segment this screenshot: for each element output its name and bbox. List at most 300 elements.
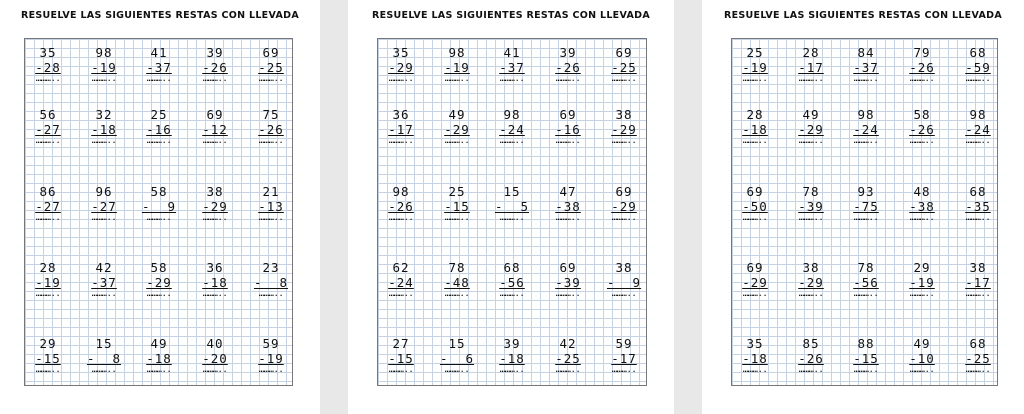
grid-area (731, 38, 998, 386)
answer-line[interactable]: ……….. (202, 213, 228, 223)
subtrahend: -19 (91, 60, 117, 75)
answer-line[interactable]: ……….. (35, 136, 61, 146)
minuend: 78 (448, 260, 466, 275)
subtrahend: -25 (258, 60, 284, 75)
answer-line[interactable]: ……….. (611, 213, 637, 223)
subtraction-problem (381, 45, 421, 83)
minuend: 69 (206, 107, 224, 122)
grid-area (377, 38, 647, 386)
answer-line[interactable]: ……….. (965, 74, 991, 84)
subtrahend: -17 (611, 351, 637, 366)
subtraction-problem (251, 336, 291, 374)
subtrahend: -20 (202, 351, 228, 366)
answer-line[interactable]: ……….. (146, 136, 172, 146)
minuend: 35 (392, 45, 410, 60)
subtraction-problem (195, 107, 235, 145)
subtrahend: -15 (388, 351, 414, 366)
subtraction-problem (958, 260, 998, 298)
answer-line[interactable]: ……….. (798, 289, 824, 299)
subtrahend: -29 (444, 122, 470, 137)
subtraction-problem (902, 336, 942, 374)
subtraction-problem (791, 260, 831, 298)
answer-line[interactable]: ……….. (555, 74, 581, 84)
answer-line[interactable]: ……….. (444, 74, 470, 84)
answer-line[interactable]: ……….. (853, 213, 879, 223)
subtrahend: -37 (499, 60, 525, 75)
minuend: 15 (448, 336, 466, 351)
answer-line[interactable]: ……….. (965, 289, 991, 299)
minuend: 15 (95, 336, 113, 351)
minuend: 27 (392, 336, 410, 351)
subtraction-problem (958, 107, 998, 145)
subtraction-problem (604, 184, 644, 222)
answer-line[interactable]: ……….. (853, 136, 879, 146)
subtraction-problem (735, 184, 775, 222)
answer-line[interactable]: ……….. (611, 365, 637, 375)
subtrahend: -38 (555, 199, 581, 214)
grid-area (24, 38, 293, 386)
answer-line[interactable]: ……….. (35, 289, 61, 299)
subtraction-problem (437, 107, 477, 145)
answer-line[interactable]: ……….. (798, 136, 824, 146)
answer-line[interactable]: ……….. (909, 136, 935, 146)
subtraction-problem (28, 260, 68, 298)
subtrahend: -16 (146, 122, 172, 137)
subtraction-problem (195, 184, 235, 222)
minuend: 35 (746, 336, 764, 351)
subtraction-problem (84, 45, 124, 83)
minuend: 49 (150, 336, 168, 351)
minuend: 69 (262, 45, 280, 60)
subtraction-problem (492, 184, 532, 222)
subtrahend: -26 (258, 122, 284, 137)
worksheet-title: RESUELVE LAS SIGUIENTES RESTAS CON LLEVADA (21, 10, 299, 21)
subtrahend: -59 (965, 60, 991, 75)
answer-line[interactable]: ……….. (555, 213, 581, 223)
subtraction-problem (437, 45, 477, 83)
subtrahend: -37 (91, 275, 117, 290)
subtrahend: -19 (258, 351, 284, 366)
subtrahend: -27 (35, 199, 61, 214)
subtrahend: -37 (146, 60, 172, 75)
minuend: 49 (913, 336, 931, 351)
subtraction-problem (139, 184, 179, 222)
subtrahend: -50 (742, 199, 768, 214)
subtraction-problem (902, 45, 942, 83)
subtrahend: -24 (965, 122, 991, 137)
minuend: 85 (802, 336, 820, 351)
minuend: 98 (95, 45, 113, 60)
minuend: 69 (615, 45, 633, 60)
answer-line[interactable]: ……….. (35, 365, 61, 375)
subtraction-problem (846, 260, 886, 298)
minuend: 25 (448, 184, 466, 199)
minuend: 78 (857, 260, 875, 275)
subtrahend: - 8 (253, 275, 289, 290)
worksheet-page-2 (348, 0, 674, 414)
subtrahend: -18 (146, 351, 172, 366)
subtraction-problem (735, 45, 775, 83)
minuend: 68 (969, 45, 987, 60)
answer-line[interactable]: ……….. (742, 213, 768, 223)
subtrahend: -24 (499, 122, 525, 137)
minuend: 47 (559, 184, 577, 199)
answer-line[interactable]: ……….. (555, 365, 581, 375)
subtrahend: -27 (91, 199, 117, 214)
subtraction-problem (381, 184, 421, 222)
subtraction-problem (195, 45, 235, 83)
subtrahend: -18 (742, 351, 768, 366)
subtrahend: -12 (202, 122, 228, 137)
subtrahend: -10 (909, 351, 935, 366)
answer-line[interactable]: ……….. (499, 365, 525, 375)
subtrahend: -25 (555, 351, 581, 366)
answer-line[interactable]: ……….. (965, 213, 991, 223)
subtrahend: -27 (35, 122, 61, 137)
subtraction-problem (437, 260, 477, 298)
minuend: 98 (448, 45, 466, 60)
answer-line[interactable]: ……….. (742, 365, 768, 375)
subtraction-problem (791, 107, 831, 145)
minuend: 38 (615, 107, 633, 122)
subtraction-problem (437, 336, 477, 374)
subtrahend: -29 (388, 60, 414, 75)
answer-line[interactable]: ……….. (798, 365, 824, 375)
answer-line[interactable]: ……….. (146, 289, 172, 299)
answer-line[interactable]: ……….. (555, 136, 581, 146)
minuend: 36 (392, 107, 410, 122)
subtraction-problem (846, 184, 886, 222)
subtraction-problem (791, 336, 831, 374)
subtraction-problem (492, 107, 532, 145)
answer-line[interactable]: ……….. (388, 213, 414, 223)
subtrahend: -16 (555, 122, 581, 137)
worksheet-page-3 (702, 0, 1024, 414)
answer-line[interactable]: ……….. (444, 365, 470, 375)
answer-line[interactable]: ……….. (388, 136, 414, 146)
subtraction-problem (251, 107, 291, 145)
subtrahend: -19 (909, 275, 935, 290)
subtraction-problem (735, 336, 775, 374)
subtraction-problem (195, 260, 235, 298)
subtrahend: -15 (35, 351, 61, 366)
minuend: 69 (746, 260, 764, 275)
subtraction-problem (195, 336, 235, 374)
minuend: 79 (913, 45, 931, 60)
minuend: 68 (503, 260, 521, 275)
answer-line[interactable]: ……….. (742, 74, 768, 84)
worksheet-title: RESUELVE LAS SIGUIENTES RESTAS CON LLEVADA (724, 10, 1002, 21)
minuend: 38 (969, 260, 987, 275)
subtraction-problem (437, 184, 477, 222)
answer-line[interactable]: ……….. (146, 213, 172, 223)
minuend: 38 (615, 260, 633, 275)
minuend: 35 (39, 45, 57, 60)
answer-line[interactable]: ……….. (258, 365, 284, 375)
subtrahend: -18 (91, 122, 117, 137)
minuend: 88 (857, 336, 875, 351)
subtrahend: -26 (555, 60, 581, 75)
minuend: 42 (559, 336, 577, 351)
answer-line[interactable]: ……….. (388, 74, 414, 84)
minuend: 98 (857, 107, 875, 122)
subtraction-problem (84, 107, 124, 145)
answer-line[interactable]: ……….. (91, 365, 117, 375)
minuend: 86 (39, 184, 57, 199)
answer-line[interactable]: ……….. (965, 365, 991, 375)
subtraction-problem (958, 45, 998, 83)
answer-line[interactable]: ……….. (388, 365, 414, 375)
subtrahend: -39 (555, 275, 581, 290)
subtrahend: -26 (388, 199, 414, 214)
answer-line[interactable]: ……….. (202, 365, 228, 375)
minuend: 32 (95, 107, 113, 122)
answer-line[interactable]: ……….. (258, 74, 284, 84)
subtraction-problem (548, 107, 588, 145)
subtrahend: - 5 (494, 199, 530, 214)
answer-line[interactable]: ……….. (798, 74, 824, 84)
subtrahend: -29 (202, 199, 228, 214)
subtrahend: -19 (742, 60, 768, 75)
answer-line[interactable]: ……….. (853, 289, 879, 299)
subtraction-problem (139, 336, 179, 374)
subtrahend: -75 (853, 199, 879, 214)
subtraction-problem (902, 260, 942, 298)
answer-line[interactable]: ……….. (499, 74, 525, 84)
subtrahend: -25 (965, 351, 991, 366)
answer-line[interactable]: ……….. (388, 289, 414, 299)
subtraction-problem (548, 184, 588, 222)
minuend: 78 (802, 184, 820, 199)
subtraction-problem (139, 107, 179, 145)
minuend: 23 (262, 260, 280, 275)
subtrahend: -26 (798, 351, 824, 366)
answer-line[interactable]: ……….. (853, 365, 879, 375)
answer-line[interactable]: ……….. (146, 365, 172, 375)
subtraction-problem (492, 260, 532, 298)
subtrahend: -19 (444, 60, 470, 75)
answer-line[interactable]: ……….. (611, 74, 637, 84)
minuend: 28 (746, 107, 764, 122)
answer-line[interactable]: ……….. (742, 136, 768, 146)
answer-line[interactable]: ……….. (202, 289, 228, 299)
subtrahend: -13 (258, 199, 284, 214)
minuend: 39 (559, 45, 577, 60)
subtrahend: -17 (798, 60, 824, 75)
answer-line[interactable]: ……….. (258, 213, 284, 223)
answer-line[interactable]: ……….. (444, 213, 470, 223)
subtrahend: -18 (499, 351, 525, 366)
answer-line[interactable]: ……….. (611, 289, 637, 299)
answer-line[interactable]: ……….. (202, 74, 228, 84)
answer-line[interactable]: ……….. (909, 74, 935, 84)
subtrahend: -26 (202, 60, 228, 75)
answer-line[interactable]: ……….. (499, 289, 525, 299)
subtrahend: -29 (146, 275, 172, 290)
subtraction-problem (28, 107, 68, 145)
minuend: 15 (503, 184, 521, 199)
subtraction-problem (84, 184, 124, 222)
minuend: 48 (913, 184, 931, 199)
subtraction-problem (251, 260, 291, 298)
subtraction-problem (902, 107, 942, 145)
subtraction-problem (735, 107, 775, 145)
subtrahend: -56 (853, 275, 879, 290)
minuend: 68 (969, 336, 987, 351)
answer-line[interactable]: ……….. (91, 213, 117, 223)
answer-line[interactable]: ……….. (798, 213, 824, 223)
minuend: 42 (95, 260, 113, 275)
subtrahend: -24 (853, 122, 879, 137)
subtrahend: -15 (853, 351, 879, 366)
answer-line[interactable]: ……….. (258, 136, 284, 146)
answer-line[interactable]: ……….. (91, 289, 117, 299)
subtraction-problem (28, 336, 68, 374)
subtraction-problem (251, 45, 291, 83)
minuend: 69 (559, 107, 577, 122)
answer-line[interactable]: ……….. (742, 289, 768, 299)
answer-line[interactable]: ……….. (965, 136, 991, 146)
minuend: 98 (392, 184, 410, 199)
answer-line[interactable]: ……….. (909, 289, 935, 299)
subtraction-problem (84, 336, 124, 374)
minuend: 68 (969, 184, 987, 199)
subtrahend: -26 (909, 60, 935, 75)
subtraction-problem (846, 336, 886, 374)
minuend: 58 (150, 184, 168, 199)
subtrahend: -19 (35, 275, 61, 290)
minuend: 69 (559, 260, 577, 275)
answer-line[interactable]: ……….. (853, 74, 879, 84)
minuend: 28 (802, 45, 820, 60)
subtraction-problem (958, 336, 998, 374)
subtraction-problem (28, 45, 68, 83)
minuend: 58 (913, 107, 931, 122)
minuend: 38 (802, 260, 820, 275)
subtraction-problem (846, 45, 886, 83)
subtraction-problem (28, 184, 68, 222)
answer-line[interactable]: ……….. (146, 74, 172, 84)
subtraction-problem (735, 260, 775, 298)
subtrahend: -29 (611, 199, 637, 214)
answer-line[interactable]: ……….. (258, 289, 284, 299)
subtrahend: -26 (909, 122, 935, 137)
answer-line[interactable]: ……….. (499, 213, 525, 223)
subtrahend: -48 (444, 275, 470, 290)
subtrahend: -29 (798, 275, 824, 290)
minuend: 96 (95, 184, 113, 199)
subtraction-problem (381, 107, 421, 145)
subtrahend: -25 (611, 60, 637, 75)
answer-line[interactable]: ……….. (35, 74, 61, 84)
subtrahend: - 9 (141, 199, 177, 214)
minuend: 98 (969, 107, 987, 122)
minuend: 41 (503, 45, 521, 60)
subtraction-problem (902, 184, 942, 222)
subtrahend: -29 (798, 122, 824, 137)
subtraction-problem (604, 45, 644, 83)
answer-line[interactable]: ……….. (91, 74, 117, 84)
worksheet-page-1 (0, 0, 320, 414)
minuend: 56 (39, 107, 57, 122)
answer-line[interactable]: ……….. (555, 289, 581, 299)
minuend: 69 (615, 184, 633, 199)
answer-line[interactable]: ……….. (499, 136, 525, 146)
subtrahend: - 9 (606, 275, 642, 290)
subtrahend: -37 (853, 60, 879, 75)
minuend: 98 (503, 107, 521, 122)
minuend: 59 (262, 336, 280, 351)
subtraction-problem (381, 260, 421, 298)
minuend: 29 (913, 260, 931, 275)
subtrahend: -38 (909, 199, 935, 214)
subtrahend: -24 (388, 275, 414, 290)
minuend: 49 (802, 107, 820, 122)
minuend: 25 (150, 107, 168, 122)
minuend: 93 (857, 184, 875, 199)
minuend: 75 (262, 107, 280, 122)
subtraction-problem (791, 184, 831, 222)
subtraction-problem (139, 45, 179, 83)
minuend: 36 (206, 260, 224, 275)
subtrahend: -39 (798, 199, 824, 214)
subtraction-problem (548, 45, 588, 83)
subtrahend: - 6 (439, 351, 475, 366)
minuend: 59 (615, 336, 633, 351)
subtrahend: -29 (611, 122, 637, 137)
subtrahend: -17 (388, 122, 414, 137)
answer-line[interactable]: ……….. (909, 213, 935, 223)
subtraction-problem (84, 260, 124, 298)
subtraction-problem (958, 184, 998, 222)
answer-line[interactable]: ……….. (611, 136, 637, 146)
minuend: 41 (150, 45, 168, 60)
subtraction-problem (548, 260, 588, 298)
minuend: 40 (206, 336, 224, 351)
answer-line[interactable]: ……….. (444, 289, 470, 299)
subtraction-problem (251, 184, 291, 222)
minuend: 29 (39, 336, 57, 351)
subtrahend: - 8 (86, 351, 122, 366)
subtrahend: -18 (202, 275, 228, 290)
minuend: 84 (857, 45, 875, 60)
answer-line[interactable]: ……….. (909, 365, 935, 375)
minuend: 62 (392, 260, 410, 275)
worksheet-title: RESUELVE LAS SIGUIENTES RESTAS CON LLEVADA (372, 10, 650, 21)
minuend: 28 (39, 260, 57, 275)
minuend: 38 (206, 184, 224, 199)
subtrahend: -56 (499, 275, 525, 290)
subtrahend: -28 (35, 60, 61, 75)
answer-line[interactable]: ……….. (202, 136, 228, 146)
minuend: 69 (746, 184, 764, 199)
answer-line[interactable]: ……….. (91, 136, 117, 146)
subtraction-problem (492, 336, 532, 374)
subtrahend: -18 (742, 122, 768, 137)
subtraction-problem (791, 45, 831, 83)
subtraction-problem (604, 107, 644, 145)
minuend: 39 (206, 45, 224, 60)
answer-line[interactable]: ……….. (444, 136, 470, 146)
subtrahend: -29 (742, 275, 768, 290)
subtraction-problem (492, 45, 532, 83)
answer-line[interactable]: ……….. (35, 213, 61, 223)
minuend: 39 (503, 336, 521, 351)
minuend: 58 (150, 260, 168, 275)
subtrahend: -35 (965, 199, 991, 214)
minuend: 21 (262, 184, 280, 199)
subtrahend: -15 (444, 199, 470, 214)
